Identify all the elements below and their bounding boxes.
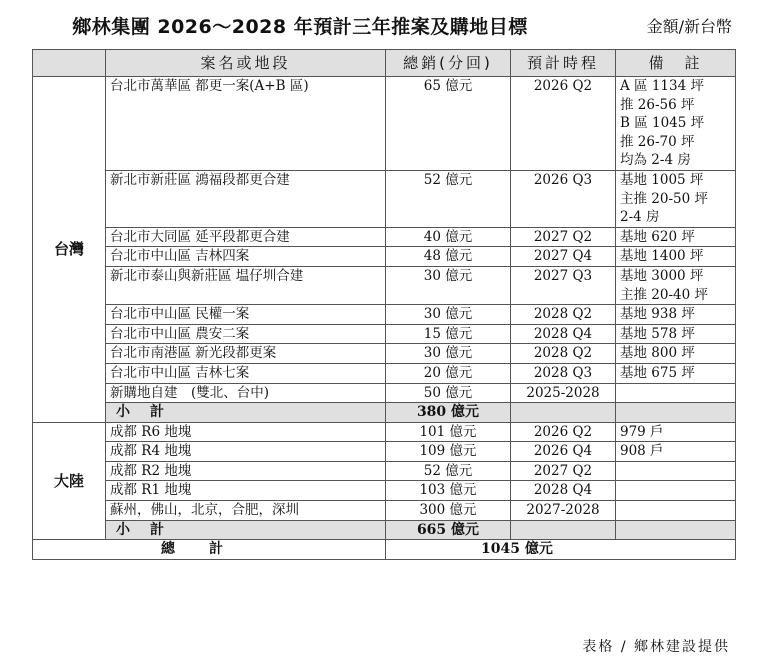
project-sales: 109 億元 bbox=[386, 442, 511, 462]
subtotal-empty bbox=[616, 403, 736, 423]
subtotal-empty bbox=[616, 520, 736, 540]
table-row bbox=[33, 170, 736, 227]
project-note: 基地 800 坪 bbox=[616, 344, 736, 364]
project-note bbox=[616, 461, 736, 481]
project-note: 979 戶 bbox=[616, 422, 736, 442]
project-name: 台北市中山區 吉林七案 bbox=[106, 363, 386, 383]
header-schedule: 預計時程 bbox=[511, 50, 616, 77]
header-note: 備 註 bbox=[616, 50, 736, 77]
table-row bbox=[33, 305, 736, 325]
sales-target-table bbox=[32, 49, 736, 560]
project-sales: 101 億元 bbox=[386, 422, 511, 442]
project-schedule: 2027-2028 bbox=[511, 501, 616, 521]
subtotal-value: 380 億元 bbox=[386, 403, 511, 423]
project-note: 基地 675 坪 bbox=[616, 363, 736, 383]
project-note bbox=[616, 501, 736, 521]
table-row bbox=[33, 227, 736, 247]
subtotal-label: 小計 bbox=[106, 520, 386, 540]
project-sales: 15 億元 bbox=[386, 324, 511, 344]
project-schedule: 2028 Q4 bbox=[511, 481, 616, 501]
project-name: 蘇州，佛山，北京，合肥，深圳 bbox=[106, 501, 386, 521]
header-sales: 總銷(分回) bbox=[386, 50, 511, 77]
project-sales: 52 億元 bbox=[386, 461, 511, 481]
project-name: 新北市新莊區 鴻福段都更合建 bbox=[106, 170, 386, 227]
table-row bbox=[33, 324, 736, 344]
project-note: A 區 1134 坪 推 26-56 坪 B 區 1045 坪 推 26-70 坪 均為 2-4 房 bbox=[616, 77, 736, 171]
table-row bbox=[33, 247, 736, 267]
project-name: 台北市南港區 新光段都更案 bbox=[106, 344, 386, 364]
project-name: 成都 R2 地塊 bbox=[106, 461, 386, 481]
source-credit: 表格 / 鄉林建設提供 bbox=[582, 639, 730, 655]
table-row bbox=[33, 501, 736, 521]
region-taiwan: 台灣 bbox=[33, 77, 106, 423]
project-note: 基地 938 坪 bbox=[616, 305, 736, 325]
project-sales: 30 億元 bbox=[386, 305, 511, 325]
grand-total-value: 1045 億元 bbox=[386, 540, 736, 560]
project-sales: 30 億元 bbox=[386, 344, 511, 364]
project-schedule: 2028 Q2 bbox=[511, 344, 616, 364]
header-name: 案名或地段 bbox=[106, 50, 386, 77]
project-name: 成都 R6 地塊 bbox=[106, 422, 386, 442]
project-schedule: 2028 Q2 bbox=[511, 305, 616, 325]
table-row bbox=[33, 266, 736, 304]
project-schedule: 2027 Q3 bbox=[511, 266, 616, 304]
grand-total-label: 總計 bbox=[33, 540, 386, 560]
project-name: 新北市泰山與新莊區 塭仔圳合建 bbox=[106, 266, 386, 304]
region-mainland: 大陸 bbox=[33, 422, 106, 540]
project-name: 成都 R4 地塊 bbox=[106, 442, 386, 462]
project-sales: 48 億元 bbox=[386, 247, 511, 267]
currency-unit: 金額/新台幣 bbox=[646, 17, 732, 36]
project-sales: 103 億元 bbox=[386, 481, 511, 501]
project-note: 基地 578 坪 bbox=[616, 324, 736, 344]
table-title: 鄉林集團 2026～2028 年預計三年推案及購地目標 bbox=[72, 16, 528, 38]
project-note: 908 戶 bbox=[616, 442, 736, 462]
header-blank bbox=[33, 50, 106, 77]
project-note bbox=[616, 383, 736, 403]
subtotal-row-taiwan bbox=[33, 403, 736, 423]
grand-total-row bbox=[33, 540, 736, 560]
subtotal-row-mainland bbox=[33, 520, 736, 540]
project-note bbox=[616, 481, 736, 501]
subtotal-empty bbox=[511, 403, 616, 423]
project-name: 台北市中山區 農安二案 bbox=[106, 324, 386, 344]
table-row bbox=[33, 481, 736, 501]
project-sales: 40 億元 bbox=[386, 227, 511, 247]
project-schedule: 2028 Q3 bbox=[511, 363, 616, 383]
project-schedule: 2027 Q2 bbox=[511, 461, 616, 481]
project-name: 新購地自建 (雙北、台中) bbox=[106, 383, 386, 403]
project-sales: 20 億元 bbox=[386, 363, 511, 383]
project-name: 台北市大同區 延平段都更合建 bbox=[106, 227, 386, 247]
project-note: 基地 1005 坪 主推 20-50 坪 2-4 房 bbox=[616, 170, 736, 227]
subtotal-empty bbox=[511, 520, 616, 540]
project-note: 基地 1400 坪 bbox=[616, 247, 736, 267]
table-row bbox=[33, 383, 736, 403]
project-sales: 52 億元 bbox=[386, 170, 511, 227]
project-schedule: 2026 Q3 bbox=[511, 170, 616, 227]
header-row bbox=[33, 50, 736, 77]
project-schedule: 2026 Q2 bbox=[511, 422, 616, 442]
table-row bbox=[33, 442, 736, 462]
project-name: 台北市萬華區 都更一案(A+B 區) bbox=[106, 77, 386, 171]
project-schedule: 2027 Q4 bbox=[511, 247, 616, 267]
table-row bbox=[33, 77, 736, 171]
subtotal-label: 小計 bbox=[106, 403, 386, 423]
project-schedule: 2026 Q4 bbox=[511, 442, 616, 462]
table-row bbox=[33, 363, 736, 383]
project-schedule: 2028 Q4 bbox=[511, 324, 616, 344]
project-schedule: 2026 Q2 bbox=[511, 77, 616, 171]
table-row bbox=[33, 422, 736, 442]
project-schedule: 2027 Q2 bbox=[511, 227, 616, 247]
project-note: 基地 620 坪 bbox=[616, 227, 736, 247]
project-schedule: 2025-2028 bbox=[511, 383, 616, 403]
project-sales: 300 億元 bbox=[386, 501, 511, 521]
subtotal-value: 665 億元 bbox=[386, 520, 511, 540]
table-row bbox=[33, 461, 736, 481]
project-note: 基地 3000 坪 主推 20-40 坪 bbox=[616, 266, 736, 304]
project-name: 台北市中山區 吉林四案 bbox=[106, 247, 386, 267]
project-name: 成都 R1 地塊 bbox=[106, 481, 386, 501]
table-row bbox=[33, 344, 736, 364]
project-sales: 50 億元 bbox=[386, 383, 511, 403]
project-sales: 30 億元 bbox=[386, 266, 511, 304]
project-name: 台北市中山區 民權一案 bbox=[106, 305, 386, 325]
project-sales: 65 億元 bbox=[386, 77, 511, 171]
